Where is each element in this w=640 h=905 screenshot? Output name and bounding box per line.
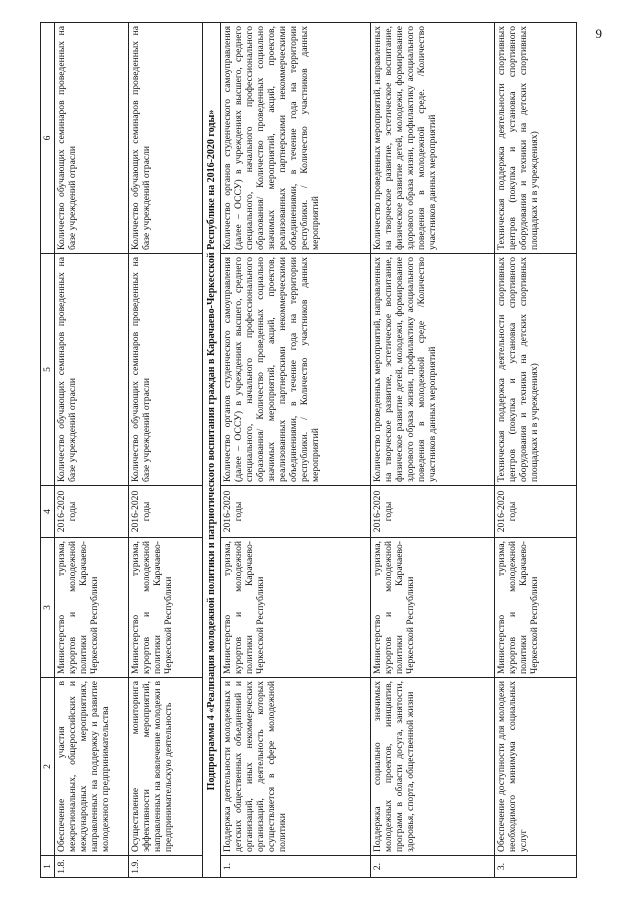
target-cell: Количество проведенных мероприятий, направленных на творческое развитие, эстетическое воспитание, физическое развитие детей, молодежи, формирование здорового образа жизни, профилактику асоциального поведения в молодежной среде. /Количество участников данных мероприятий: [371, 23, 495, 254]
row-number: 2.: [371, 856, 495, 878]
period-cell: 2016-2020 годы: [221, 486, 371, 538]
executor-cell: Министерство туризма, курортов и молодежной политики Карачаево-Черкесской Республики: [55, 538, 129, 678]
header-row: [41, 23, 55, 878]
measure-cell: Обеспечение участия в межрегиональных, общероссийских и международных мероприятиях, направленных на поддержку и развитие молодежного предпринимательства: [55, 678, 129, 856]
program-table: [40, 22, 577, 878]
measure-cell: Поддержка социально значимых молодежных проектов, инициатив, программ в области досуга, занятости, здоровья, спорта, общественной жизни: [371, 678, 495, 856]
target-cell: Техническая поддержка деятельности спортивных центров (покупка и установка спортивного оборудования и техники на детских спортивных площадках и в учреждениях): [495, 23, 577, 254]
indicator-cell: Количество обучающих семинаров проведенных на базе учреждений отрасли: [55, 254, 129, 486]
target-cell: Количество обучающих семинаров проведенных на базе учреждений отрасли: [55, 23, 129, 254]
subprogram-title: Подпрограмма 4 «Реализация молодежной политики и патриотического воспитания граждан в Карачаево-Черкесской Республике на 2016-2020 годы»: [203, 23, 221, 878]
row-number: 1.8.: [55, 856, 129, 878]
table-row: [129, 23, 203, 878]
col-header-6: 6: [41, 23, 55, 254]
period-cell: 2016-2020 годы: [55, 486, 129, 538]
page-number: 9: [595, 26, 602, 41]
col-header-2: 2: [41, 678, 55, 856]
table-row: [495, 23, 577, 878]
indicator-cell: Количество проведенных мероприятий, направленных на творческое развитие, эстетическое воспитание, физическое развитие детей, молодежи, формирование здорового образа жизни, профилактику асоциального поведения в молодежной среде /Количество участников данных мероприятий: [371, 254, 495, 486]
measure-cell: Осуществление мониторинга эффективности мероприятий, направленных на вовлечение молодежи в предпринимательскую деятельность: [129, 678, 203, 856]
subprogram-row: [203, 23, 221, 878]
executor-cell: Министерство туризма, курортов и молодежной политики Карачаево-Черкесской Республики: [129, 538, 203, 678]
table-row: [371, 23, 495, 878]
executor-cell: Министерство туризма, курортов и молодежной политики Карачаево-Черкесской Республики: [495, 538, 577, 678]
row-number: 1.9.: [129, 856, 203, 878]
col-header-4: 4: [41, 486, 55, 538]
executor-cell: Министерство туризма, курортов и молодежной политики Карачаево-Черкесской Республики: [221, 538, 371, 678]
row-number: 3.: [495, 856, 577, 878]
measure-cell: Обеспечение доступности для молодежи необходимого минимума социальных услуг: [495, 678, 577, 856]
col-header-3: 3: [41, 538, 55, 678]
target-cell: Количество органов студенческого самоуправления (далее – ОССУ) в учреждениях высшего, среднего специального, начального профессионального образования/ Количество проведенных социально значимых мероприятий, акций, проектов, реализованных партнерскими некоммерческими объединениями, в течение года на территории республики. / Количество участников данных мероприятий: [221, 23, 371, 254]
indicator-cell: Количество органов студенческого самоуправления (далее – ОССУ) в учреждениях высшего, среднего специального, начального профессионального образования/ Количество проведенных социально значимых мероприятий, акций, проектов, реализованных партнерскими некоммерческими объединениями, в течение года на территории республики. / Количество участников данных мероприятий: [221, 254, 371, 486]
executor-cell: Министерство туризма, курортов и молодежной политики Карачаево-Черкесской Республики: [371, 538, 495, 678]
row-number: 1.: [221, 856, 371, 878]
col-header-5: 5: [41, 254, 55, 486]
period-cell: 2016-2020 годы: [495, 486, 577, 538]
period-cell: 2016-2020 годы: [129, 486, 203, 538]
col-header-1: 1: [41, 856, 55, 878]
table-row: [55, 23, 129, 878]
period-cell: 2016-2020 годы: [371, 486, 495, 538]
measure-cell: Поддержка деятельности молодежных и детских общественных объединений и организаций, иных некоммерческих организаций, деятельность которых осуществляется в сфере молодежной политики: [221, 678, 371, 856]
table-row: [221, 23, 371, 878]
indicator-cell: Техническая поддержка деятельности спортивных центров (покупка и установка спортивного оборудования и техники на детских спортивных площадках и в учреждениях): [495, 254, 577, 486]
rotated-page: [40, 23, 600, 878]
indicator-cell: Количество обучающих семинаров проведенных на базе учреждений отрасли: [129, 254, 203, 486]
target-cell: Количество обучающих семинаров проведенных на базе учреждений отрасли: [129, 23, 203, 254]
